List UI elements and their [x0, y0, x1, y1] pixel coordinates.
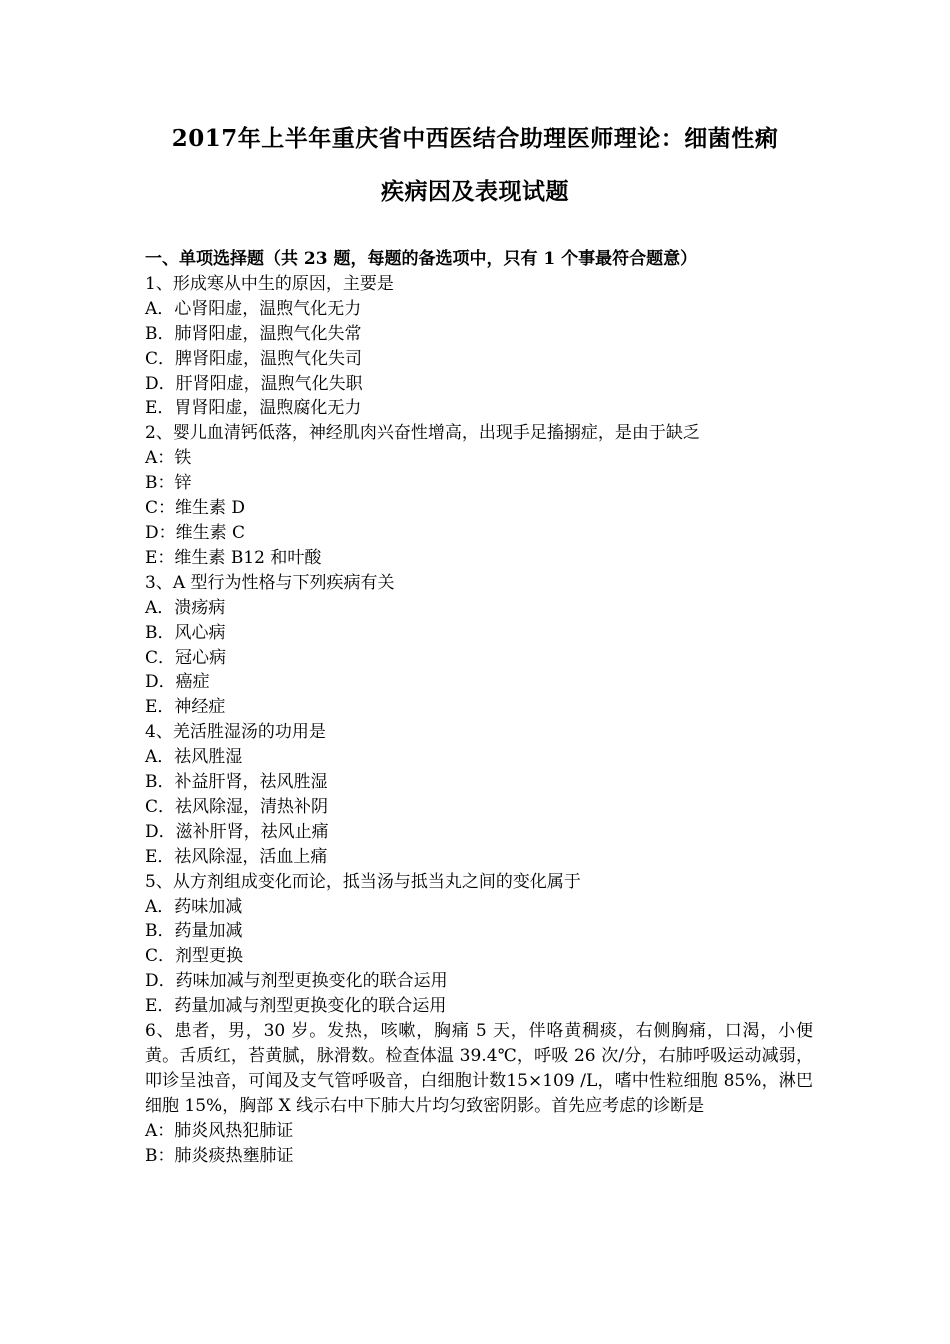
question-stem: 1、形成寒从中生的原因，主要是 [145, 273, 394, 294]
option-a: A．药味加减 [145, 896, 243, 917]
option-c: C．剂型更换 [145, 946, 244, 967]
question-stem: 6、患者，男，30 岁。发热，咳嗽，胸痛 5 天，伴咯黄稠痰，右侧胸痛，口渴，小便黄。舌质红，苔黄腻，脉滑数。检查体温 39.4℃，呼吸 26 次/分，右肺呼吸运动减弱，叩诊呈浊音，可闻及支气管呼吸音，白细胞计数15×109 /L，嗜中性粒细胞 85%，淋巴细胞 15%，胸部 X 线示右中下肺大片均匀致密阴影。首先应考虑的诊断是 [145, 1021, 813, 1116]
option-c: C：维生素 D [145, 498, 246, 519]
question-5 [145, 870, 813, 1019]
option-e: E．药量加减与剂型更换变化的联合运用 [145, 996, 447, 1017]
option-a: A．心肾阳虚，温煦气化无力 [145, 298, 362, 319]
option-b: B：锌 [145, 473, 192, 494]
option-d: D．药味加减与剂型更换变化的联合运用 [145, 971, 448, 992]
option-a: A：铁 [145, 448, 192, 469]
document-title-line-2: 疾病因及表现试题 [381, 178, 569, 205]
question-stem: 2、婴儿血清钙低落，神经肌肉兴奋性增高，出现手足搐搦症，是由于缺乏 [145, 423, 700, 444]
question-stem: 4、羌活胜湿汤的功用是 [145, 722, 326, 743]
question-stem: 5、从方剂组成变化而论，抵当汤与抵当丸之间的变化属于 [145, 871, 581, 892]
question-2 [145, 421, 813, 570]
option-c: C．祛风除湿，清热补阴 [145, 796, 329, 817]
option-d: D．滋补肝肾，祛风止痛 [145, 821, 329, 842]
section-heading: 一、单项选择题（共 23 题，每题的备选项中，只有 1 个事最符合题意） [145, 249, 698, 269]
option-b: B．补益肝肾，祛风胜湿 [145, 772, 328, 793]
option-d: D．癌症 [145, 672, 210, 693]
option-a: A：肺炎风热犯肺证 [145, 1120, 294, 1141]
question-stem: 3、A 型行为性格与下列疾病有关 [145, 572, 395, 593]
question-3 [145, 571, 813, 720]
question-4 [145, 720, 813, 869]
option-a: A．祛风胜湿 [145, 747, 243, 768]
option-e: E．胃肾阳虚，温煦腐化无力 [145, 398, 362, 419]
option-c: C．脾肾阳虚，温煦气化失司 [145, 348, 363, 369]
document-body [145, 247, 813, 1169]
option-e: E．祛风除湿，活血上痛 [145, 846, 328, 867]
option-e: E：维生素 B12 和叶酸 [145, 547, 322, 568]
document-title-line-1: 2017年上半年重庆省中西医结合助理医师理论：细菌性痢 [171, 125, 779, 152]
option-b: B．药量加减 [145, 921, 243, 942]
question-6 [145, 1019, 813, 1168]
option-b: B．肺肾阳虚，温煦气化失常 [145, 323, 362, 344]
option-d: D．肝肾阳虚，温煦气化失职 [145, 373, 363, 394]
option-d: D：维生素 C [145, 522, 246, 543]
question-1 [145, 272, 813, 421]
option-b: B：肺炎痰热壅肺证 [145, 1145, 294, 1166]
option-e: E．神经症 [145, 697, 226, 718]
option-a: A．溃疡病 [145, 597, 226, 618]
option-b: B．风心病 [145, 622, 226, 643]
option-c: C．冠心病 [145, 647, 227, 668]
